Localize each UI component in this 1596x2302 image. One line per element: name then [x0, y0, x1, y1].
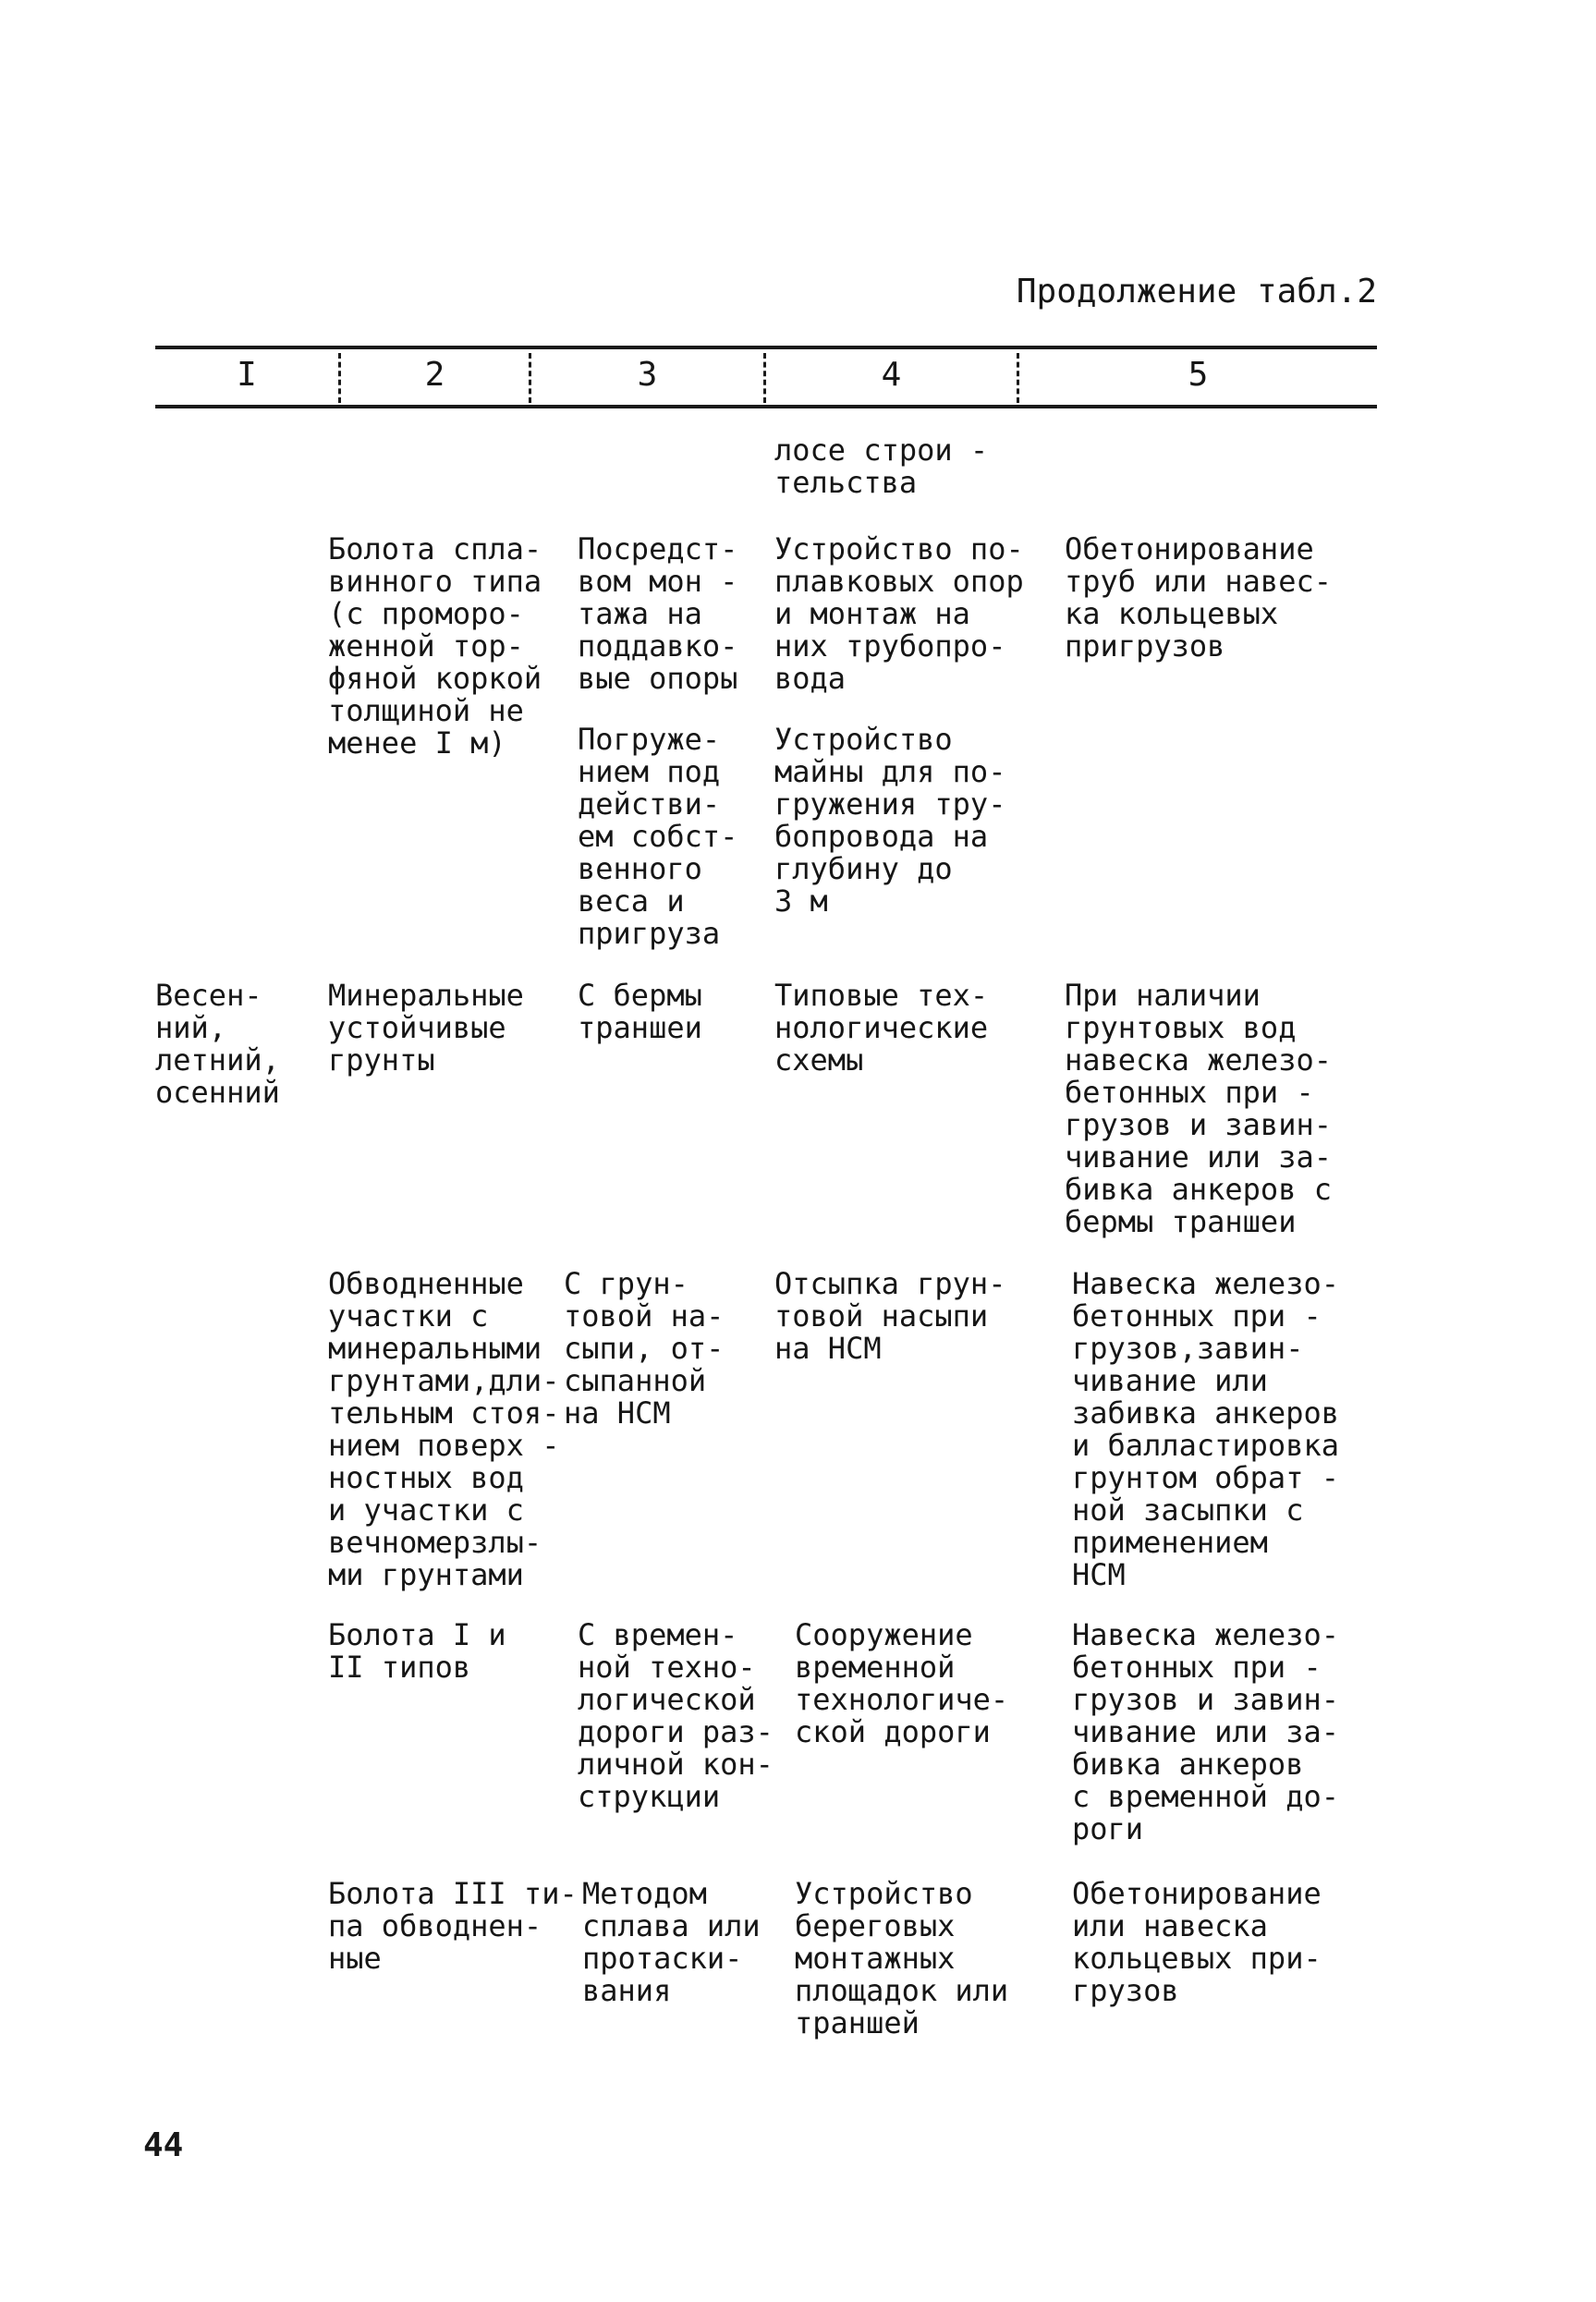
table-cell-r1-c2: Болота спла- винного типа (с проморо- женной тор- фяной коркой толщиной не менее I м) — [328, 531, 542, 761]
table-cell-r5-c3: С времен- ной техно- логической дороги раз- личной кон- струкции — [578, 1617, 774, 1814]
table-cell-r2-c4: Устройство майны для по- гружения тру- бопровода на глубину до 3 м — [774, 722, 1006, 919]
table-cell-r4-c3: С грун- товой на- сыпи, от- сыпанной на НСМ — [564, 1266, 725, 1431]
column-header-2: 2 — [424, 356, 445, 394]
column-header-5: 5 — [1188, 356, 1209, 394]
table-cell-r6-c5: Обетонирование или навеска кольцевых при- грузов — [1072, 1876, 1322, 2008]
column-header-1: I — [237, 356, 257, 394]
table-cell-r3-c3: С бермы траншеи — [578, 978, 702, 1045]
table-cell-r3-c4: Типовые тех- нологические схемы — [774, 978, 989, 1078]
header-top-rule — [155, 346, 1377, 349]
table-cell-r5-c5: Навеска железо- бетонных при - грузов и завин- чивание или за- бивка анкеров с временной до- роги — [1072, 1617, 1339, 1846]
header-bottom-rule — [155, 405, 1377, 408]
table-cell-r3-c2: Минеральные устойчивые грунты — [328, 978, 524, 1078]
table-cell-r5-c2: Болота I и II типов — [328, 1617, 506, 1685]
table-cell-r1-c5: Обетонирование труб или навес- ка кольцевых пригрузов — [1065, 531, 1332, 664]
column-header-3: 3 — [637, 356, 658, 394]
table-cell-r1-c4: Устройство по- плавковых опор и монтаж на них трубопро- вода — [774, 531, 1024, 696]
table-cell-r4-c4: Отсыпка грун- товой насыпи на НСМ — [774, 1266, 1006, 1366]
table-cell-r6-c3: Методом сплава или протаски- вания — [582, 1876, 761, 2008]
table-cell-r6-c4: Устройство береговых монтажных площадок или траншей — [795, 1876, 1009, 2040]
table-cell-r4-c2: Обводненные участки с минеральными грунтами,дли- тельным стоя- нием поверх - ностных вод и участки с вечномерзлы- ми грунтами — [328, 1266, 560, 1592]
table-cell-r0-c4: лосе строи - тельства — [774, 432, 989, 500]
table-continuation-caption: Продолжение табл.2 — [1016, 273, 1377, 311]
table-cell-r4-c5: Навеска железо- бетонных при - грузов,завин- чивание или забивка анкеров и балластировка грунтом обрат - ной засыпки с применением НСМ — [1072, 1266, 1339, 1592]
page-number: 44 — [143, 2126, 184, 2164]
table-cell-r5-c4: Сооружение временной технологиче- ской дороги — [795, 1617, 1009, 1749]
table-cell-r3-c5: При наличии грунтовых вод навеска железо- бетонных при - грузов и завин- чивание или за- бивка анкеров с бермы траншеи — [1065, 978, 1332, 1239]
table-cell-r1-c3: Посредст- вом мон - тажа на поддавко- вые опоры — [578, 531, 738, 696]
table-cell-r6-c2: Болота III ти- па обводнен- ные — [328, 1876, 578, 1976]
table-cell-r2-c3: Погруже- нием под действи- ем собст- венного веса и пригруза — [578, 722, 738, 951]
column-header-4: 4 — [881, 356, 902, 394]
table-cell-r3-c1: Весен- ний, летний, осенний — [155, 978, 280, 1110]
